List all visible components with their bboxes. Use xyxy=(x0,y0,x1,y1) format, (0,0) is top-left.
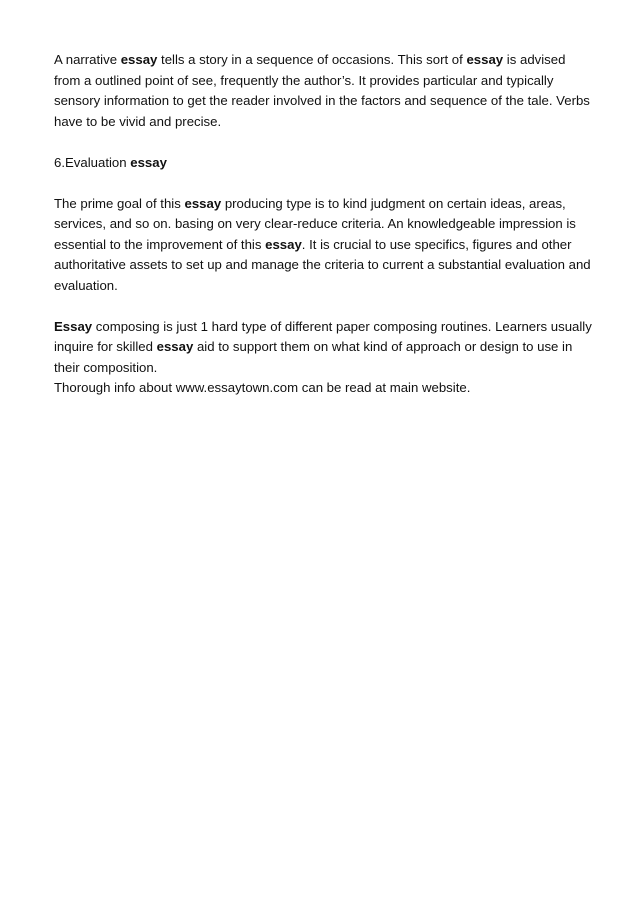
text-span: Thorough info about www.essaytown.com can be read at main website. xyxy=(54,380,471,395)
text-span: The prime goal of this xyxy=(54,195,185,211)
text-span: composing is just 1 hard type of different paper composing routines. Learners usually inquire for skilled xyxy=(54,318,592,354)
text-span: tells a story in a sequence of occasions. This sort of xyxy=(157,52,467,67)
keyword-essay: Essay xyxy=(54,318,93,334)
paragraph-spacer xyxy=(54,132,594,153)
keyword-essay: essay xyxy=(265,236,302,252)
heading-evaluation-essay xyxy=(54,153,594,174)
text-span: 6.Evaluation xyxy=(54,154,131,170)
text-span: A narrative xyxy=(54,52,121,67)
paragraph-composing xyxy=(54,317,594,379)
paragraph-evaluation xyxy=(54,194,594,297)
paragraph-spacer xyxy=(54,173,594,194)
document-page xyxy=(54,50,594,399)
paragraph-narrative xyxy=(54,50,594,132)
keyword-essay: essay xyxy=(120,52,158,67)
text-span: aid to support them on what kind of approach or design to use in their composition. xyxy=(54,339,573,375)
keyword-essay: essay xyxy=(466,52,504,67)
text-span: producing type is to kind judgment on certain ideas, areas, services, and so on. basing on very clear-reduce criteria. An knowledgeable impression is essential to the improvement of this xyxy=(54,195,576,252)
keyword-essay: essay xyxy=(156,339,194,354)
text-span: is advised from a outlined point of see, frequently the author’s. It provides particular and typically sensory information to get the reader involved in the factors and sequence of the tale. Verbs have to be vivid and precise. xyxy=(54,52,590,129)
keyword-essay: essay xyxy=(130,154,167,170)
text-span: . It is crucial to use specifics, figures and other authoritative assets to set up and manage the criteria to current a substantial evaluation and evaluation. xyxy=(54,236,591,293)
paragraph-thorough-info xyxy=(54,378,594,399)
paragraph-spacer xyxy=(54,296,594,317)
keyword-essay: essay xyxy=(184,195,222,211)
